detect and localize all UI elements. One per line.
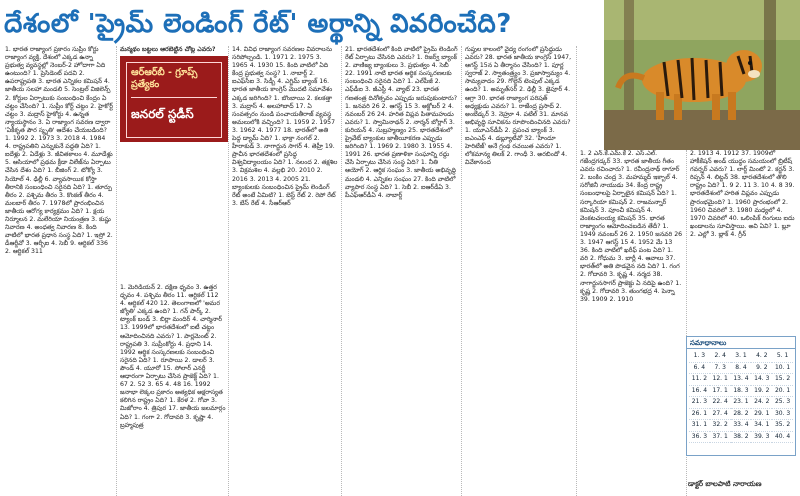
column-1 bbox=[2, 46, 117, 496]
answers-box bbox=[686, 336, 796, 456]
answer-cell: 20. 1 bbox=[772, 386, 793, 398]
answer-cell: 40. 4 bbox=[772, 432, 793, 444]
answer-cell: 30. 3 bbox=[772, 409, 793, 421]
answer-cell: 11. 2 bbox=[689, 374, 710, 386]
answer-cell: 2. 4 bbox=[710, 351, 731, 363]
section-divider bbox=[131, 97, 217, 98]
column-3 bbox=[229, 46, 342, 496]
column-6-text: 1. 2 ఎన్.కే.ఎమ్.కే 2. ఎస్.ఎల్. గజేంద్రగడ్కర్ 33. భారత జాతీయ గీతం ఎవరు రచించారు? 1. రవీంద్రనాథ్ ఠాగూర్ 2. బంకిం చంద్ర 3. మహమ్మద్ ఇక్బాల్ 4. సరోజినీ నాయుడు 34. కేంద్ర రాష్ట్ర సంబంధాలపై ఏర్పాటైన కమిషన్ ఏది? 1. సర్కారియా కమిషన్ 2. రాజమన్నార్ కమిషన్ 3. పూంచీ కమిషన్ 4. వెంకటచలయ్య కమిషన్ 35. భారత రాజ్యాంగం ఆమోదించబడిన తేదీ? 1. 1949 నవంబర్ 26 2. 1950 జనవరి 26 3. 1947 ఆగస్ట్ 15 4. 1952 మే 13 36. కింది వాటిలో ఖరీఫ్ పంట ఏది? 1. వరి 2. గోధుమ 3. బార్లీ 4. ఆవాలు 37. భారత్‌లో అతి పొడవైన నది ఏది? 1. గంగ 2. గోదావరి 3. కృష్ణ 4. నర్మద 38. నాగార్జునసాగర్ ప్రాజెక్టు ఏ నదిపై ఉంది? 1. కృష్ణ 2. గోదావరి 3. తుంగభద్ర 4. పెన్నా 39. 1909 2. 1910 bbox=[580, 150, 683, 303]
answer-cell: 36. 3 bbox=[689, 432, 710, 444]
answer-cell: 26. 1 bbox=[689, 409, 710, 421]
answer-cell: 5. 1 bbox=[772, 351, 793, 363]
answer-cell: 29. 1 bbox=[751, 409, 772, 421]
column-2-top-text: మన్మథం బట్టలు ఆరబెట్టిన చోట్ల ఎవరు? bbox=[120, 46, 216, 53]
answer-cell: 7. 3 bbox=[710, 363, 731, 375]
answer-cell: 17. 1 bbox=[710, 386, 731, 398]
answer-cell: 21. 3 bbox=[689, 397, 710, 409]
answer-cell: 13. 4 bbox=[731, 374, 752, 386]
answers-title: సమాధానాలు bbox=[687, 337, 795, 349]
column-5-text: గుప్తుల కాలంలో వైద్య రంగంలో ప్రసిద్ధుడు ఎవరు? 28. భారత జాతీయ కాంగ్రెస్ 1947, ఆగస్ట్ 15న ఏ తీర్మానం చేసింది? 1. పూర్ణ స్వరాజ్ 2. స్వాతంత్ర్యం 3. ప్రజాస్వామ్యం 4. సామ్యవాదం 29. గోల్డెన్ టెంపుల్ ఎక్కడ ఉంది? 1. అమృత్‌సర్ 2. ఢిల్లీ 3. జైపూర్ 4. ఆగ్రా 30. భారత రాజ్యాంగ పరిషత్ అధ్యక్షుడు ఎవరు? 1. రాజేంద్ర ప్రసాద్ 2. అంబేడ్కర్ 3. నెహ్రూ 4. పటేల్ 31. మానవ అభివృద్ధి సూచికను రూపొందించినది ఎవరు? 1. యూఎన్‌డీపీ 2. ప్రపంచ బ్యాంక్ 3. ఐఎంఎఫ్ 4. డబ్ల్యూటీవో 32. 'హిందూ హెరిటేజ్' అనే గ్రంథ రచయిత ఎవరు? 1. లోకమాన్య తిలక్ 2. గాంధీ 3. అరబిందో 4. వివేకానంద bbox=[465, 46, 572, 167]
answer-cell: 31. 1 bbox=[689, 420, 710, 432]
answer-cell: 9. 2 bbox=[751, 363, 772, 375]
section-subtitle: ఆర్ఆర్‌బీ - గ్రూప్స్ ప్రత్యేకం bbox=[131, 67, 198, 90]
column-6 bbox=[577, 150, 687, 496]
answer-cell: 27. 4 bbox=[710, 409, 731, 421]
answer-cell: 6. 4 bbox=[689, 363, 710, 375]
answer-cell: 38. 2 bbox=[731, 432, 752, 444]
column-4-text: 21. భారతదేశంలో కింది వాటిలో ప్రైమ్ లెండింగ్ రేట్ ఏర్పాటు చేసినది ఎవరు? 1. రిజర్వ్ బ్యాంక్ 2. వాణిజ్య బ్యాంకులు 3. ప్రభుత్వం 4. సెబీ 22. 1991 నాటి భారత ఆర్థిక సంస్కరణలకు సంబంధించి సరైనది ఏది? 1. ఎల్‌పీజీ 2. ఎఫ్‌డీఐ 3. జీఎస్టీ 4. వ్యాట్ 23. భారత గణతంత్ర దినోత్సవం ఎప్పుడు జరుపుకుంటారు? 1. జనవరి 26 2. ఆగస్ట్ 15 3. అక్టోబర్ 2 4. నవంబర్ 26 24. హరిత విప్లవ పితామహుడు ఎవరు? 1. స్వామినాథన్ 2. నార్మన్ బోర్లాగ్ 3. కురియన్ 4. సుబ్రహ్మణ్యం 25. భారతదేశంలో ప్రైవేట్ బ్యాంకుల జాతీయీకరణ ఎప్పుడు జరిగింది? 1. 1969 2. 1980 3. 1955 4. 1991 26. భారత ప్రణాళికా సంఘాన్ని రద్దు చేసి ఏర్పాటు చేసిన సంస్థ ఏది? 1. నీతి ఆయోగ్ 2. ఆర్థిక సంఘం 3. జాతీయ అభివృద్ధి మండలి 4. ఎన్నికల సంఘం 27. కింది వాటిలో వ్యాపార సంస్థ ఏది? 1. సెబీ 2. ఐఆర్‌డీఏ 3. పీఎఫ్ఆర్‌డీఏ 4. నాబార్డ్ bbox=[345, 46, 458, 199]
answer-cell: 14. 3 bbox=[751, 374, 772, 386]
column-7-text: 2. 1913 4. 1912 37. 1909లో హాకీకేషన్ అండ్ యుద్ధం సమయంలో బ్రిటీష్ గవర్నర్ ఎవరు? 1. లార్డ్ మింటో 2. కర్జన్ 3. రిప్పన్ 4. లిట్టన్ 38. భారతదేశంలో తొలి రాష్ట్రం ఏది? 1. 9 2. 11 3. 10 4. 8 39. భారతదేశంలో హరిత విప్లవం ఎప్పుడు ప్రారంభమైంది? 1. 1960 ప్రారంభంలో 2. 1960 చివరిలో 3. 1980 మధ్యలో 4. 1970 చివరిలో 40. ఒలింపిక్ రింగులు ఐదు ఖండాలను సూచిస్తాయి. అవి ఏవి? 1. బ్లూ 2. ఎల్లో 3. బ్లాక్ 4. గ్రీన్ bbox=[690, 150, 795, 238]
answer-cell: 1. 3 bbox=[689, 351, 710, 363]
answer-cell: 37. 1 bbox=[710, 432, 731, 444]
answer-cell: 8. 4 bbox=[731, 363, 752, 375]
answer-cell: 34. 1 bbox=[751, 420, 772, 432]
answer-cell: 35. 2 bbox=[772, 420, 793, 432]
answer-cell: 12. 1 bbox=[710, 374, 731, 386]
footer-credit: డాక్టర్ బాలపాటి నారాయణ bbox=[688, 480, 762, 488]
answer-cell: 32. 2 bbox=[710, 420, 731, 432]
section-heading-box bbox=[120, 56, 228, 142]
answers-grid bbox=[687, 349, 795, 443]
answer-cell: 28. 2 bbox=[731, 409, 752, 421]
section-title: జనరల్ స్టడీస్ bbox=[131, 107, 194, 121]
column-4 bbox=[342, 46, 462, 496]
answer-cell: 22. 4 bbox=[710, 397, 731, 409]
answer-cell: 4. 2 bbox=[751, 351, 772, 363]
answer-cell: 3. 1 bbox=[731, 351, 752, 363]
answer-cell: 15. 2 bbox=[772, 374, 793, 386]
answer-cell: 33. 4 bbox=[731, 420, 752, 432]
column-5 bbox=[462, 46, 577, 496]
headline: దేశంలో 'ప్రైమ్ లెండింగ్ రేట్' అర్థాన్ని వివరించేది? bbox=[4, 9, 512, 39]
answer-cell: 39. 3 bbox=[751, 432, 772, 444]
answer-cell: 24. 2 bbox=[751, 397, 772, 409]
answer-cell: 23. 1 bbox=[731, 397, 752, 409]
answer-cell: 25. 3 bbox=[772, 397, 793, 409]
answer-cell: 19. 2 bbox=[751, 386, 772, 398]
answer-cell: 16. 4 bbox=[689, 386, 710, 398]
column-3-text: 14. వివిధ రాజ్యాంగ సవరణల వివరాలను సరిపోల్చండి. 1. 1971 2. 1975 3. 1965 4. 1930 15. కింది వాటిలో ఏది కేంద్ర ప్రభుత్వ సంస్థ? 1. నాబార్డ్ 2. ఐఎఫ్‌సీఐ 3. సిడ్బీ 4. ఎగ్జిమ్ బ్యాంక్ 16. భారత జాతీయ కాంగ్రెస్ మొదటి సమావేశం ఎక్కడ జరిగింది? 1. బొంబాయి 2. కలకత్తా 3. మద్రాస్ 4. అలహాబాద్ 17. ఏ సంవత్సరం నుండి పంచాయతీరాజ్ వ్యవస్థ అమలులోకి వచ్చింది? 1. 1959 2. 1957 3. 1962 4. 1977 18. భారత్‌లో అతి పెద్ద డ్యామ్ ఏది? 1. భాక్రా నంగల్ 2. హీరాకుడ్ 3. నాగార్జున సాగర్ 4. తెహ్రీ 19. ప్రాచీన భారతదేశంలో ప్రసిద్ధ విశ్వవిద్యాలయం ఏది? 1. నలంద 2. తక్షశిల 3. విక్రమశిల 4. వల్లభి 20. 2010 2. 2016 3. 2013 4. 2005 21. బ్యాంకులకు సంబంధించిన ప్రైమ్ లెండింగ్ రేట్ అంటే ఏమిటి? 1. బెస్ట్ రేట్ 2. రెపో రేట్ 3. బేస్ రేట్ 4. సీఆర్ఆర్ bbox=[232, 46, 338, 207]
column-1-text: 1. భారత రాజ్యాంగ ప్రకారం సుప్రీం కోర్టు రాజ్యాంగ వ్యక్తి, దేశంలో ఎక్కడ ఉన్నా ప్రభుత్వ వ్యవస్థల్లో నెంబర్-2 హోదాగా ఏది ఉంటుంది? 1. ప్రెసిడెంట్ పదవి 2. ఉపరాష్ట్రపతి 3. భారత ఎన్నికల కమిషన్ 4. జాతీయ సలహా మండలి 5. సెంట్రల్ విజిలెన్స్ 2. కోర్టుల ఏర్పాటుకు సంబంధించి కేంద్రం ఏ చట్టం చేసింది? 1. సుప్రీం కోర్ట్ చట్టం 2. హైకోర్ట్ చట్టం 3. మద్రాస్ హైకోర్టు 4. ఉన్నత న్యాయస్థానం 3. ఏ రాజ్యాంగ సవరణ ద్వారా 'ఏకీకృత పౌర స్మృతి' ఆదేశం చేయబడింది? 1. 1992 2. 1973 3. 2018 4. 1984 4. రాష్ట్రపతిని ఎన్నుకునే పద్ధతి ఏది? 1. ఐదేళ్లు 2. ఏడేళ్లు 3. జీవితకాలం 4. మూడేళ్లు 5. ఆసియాలో ప్రథమ క్రీడా విలేజ్‌ను ఏర్పాటు చేసిన దేశం ఏది? 1. బీజింగ్ 2. టోక్యో 3. సియోల్ 4. ఢిల్లీ 6. వ్యావసాయిక కోస్తా తీరానికి సంబంధించి సరైనది ఏది? 1. తూర్పు తీరం 2. పశ్చిమ తీరం 3. కొంకణ్ తీరం 4. మలబార్ తీరం 7. 1978లో ప్రారంభించిన జాతీయ ఆరోగ్య కార్యక్రమం ఏది? 1. క్షయ నిర్మూలన 2. మలేరియా నియంత్రణ 3. కుష్టు నివారణ 4. అంధత్వ నివారణ 8. కింది వాటిలో భారత ప్రధాన సంస్థ ఏది? 1. ఇస్రో 2. డీఆర్డీవో 3. ఆర్బీఐ 4. సెబీ 9. ఆర్టికల్ 336 2. ఆర్టికల్ 311 bbox=[5, 46, 113, 256]
section-heading-inner bbox=[126, 62, 222, 138]
answer-cell: 10. 1 bbox=[772, 363, 793, 375]
column-2-text: 1. మెరిడియన్ 2. దక్షిణ ధృవం 3. ఉత్తర ధృవం 4. పశ్చిమ తీరం 11. ఆర్టికల్ 112 4. ఆర్టికల్ 420 12. తెలంగాణలో 'అమర జ్యోతి' ఎక్కడ ఉంది? 1. గన్ పార్క్ 2. ట్యాంక్ బండ్ 3. బిర్లా మందిర్ 4. చార్మినార్ 13. 1999లో భారతదేశంలో ఐటీ చట్టం ఆమోదించినది ఎవరు? 1. పార్లమెంట్ 2. రాష్ట్రపతి 3. సుప్రీంకోర్టు 4. ప్రధాని 14. 1992 ఆర్థిక సంస్కరణలకు సంబంధించి సరైనది ఏది? 1. రూపాయి 2. డాలర్ 3. పౌండ్ 4. యూరో 15. సోలార్ ఎనర్జీ ఆధారంగా ఏర్పాటు చేసిన ప్రాజెక్ట్ ఏది? 1. 67 2. 52 3. 65 4. 48 16. 1992 జనాభా లెక్కల ప్రకారం అత్యధిక అక్షరాస్యత కలిగిన రాష్ట్రం ఏది? 1. కేరళ 2. గోవా 3. మిజోరాం 4. త్రిపుర 17. జాతీయ జలమార్గం ఏది? 1. గంగా 2. గోదావరి 3. కృష్ణా 4. బ్రహ్మపుత్ర bbox=[120, 284, 226, 429]
answer-cell: 18. 3 bbox=[731, 386, 752, 398]
